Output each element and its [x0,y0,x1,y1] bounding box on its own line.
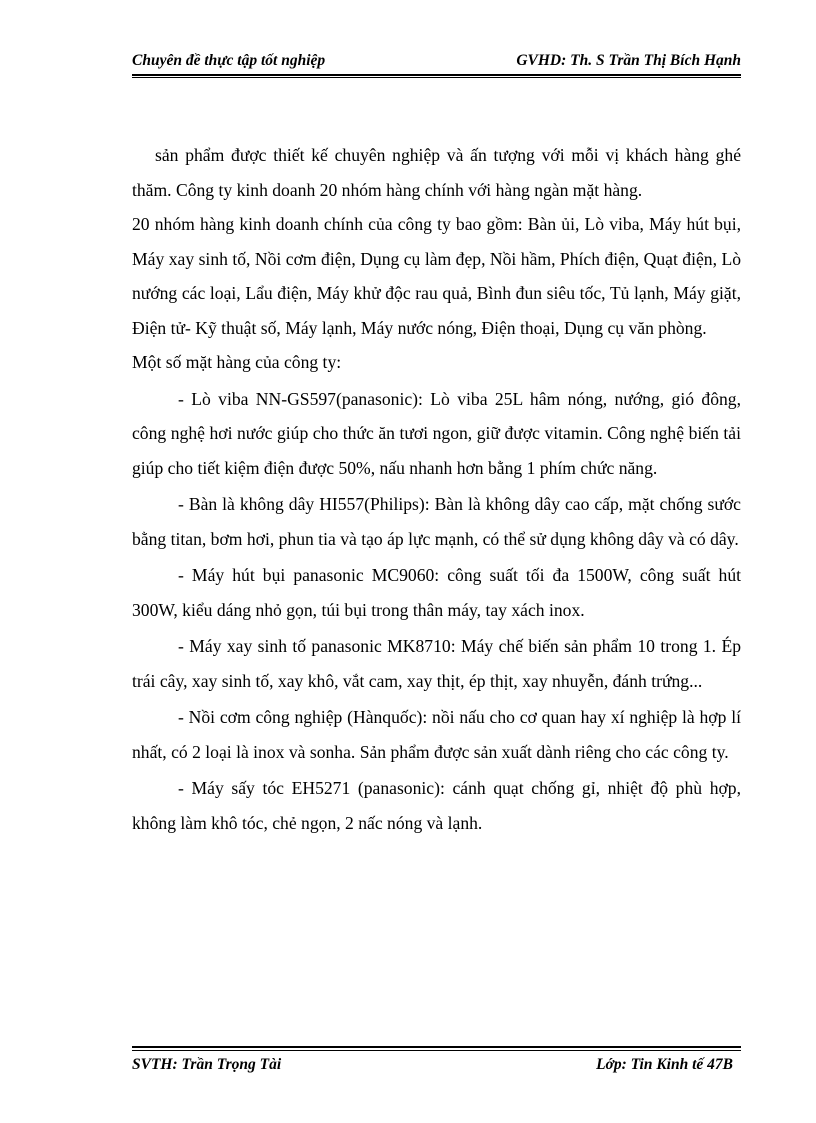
header-divider [132,77,741,78]
product-item-hair-dryer: - Máy sấy tóc EH5271 (panasonic): cánh quạt chống gỉ, nhiệt độ phù hợp, không làm khô tóc, chẻ ngọn, 2 nấc nóng và lạnh. [132,778,741,833]
product-item-microwave: - Lò viba NN-GS597(panasonic): Lò viba 25L hâm nóng, nướng, gió đông, công nghệ hơi nước giúp cho thức ăn tươi ngon, giữ được vitamin. Công nghệ biến tải giúp cho tiết kiệm điện được 50%, nấu nhanh hơn bằng 1 phím chức năng. [132,388,741,478]
product-item-blender: - Máy xay sinh tố panasonic MK8710: Máy chế biến sản phẩm 10 trong 1. Ép trái cây, xay sinh tố, xay khô, vắt cam, xay thịt, ép thịt, xay nhuyễn, đánh trứng... [132,636,741,691]
page-footer [132,1056,741,1078]
footer-divider-thin [132,1050,741,1051]
paragraph-product-groups: 20 nhóm hàng kinh doanh chính của công ty bao gồm: Bàn ủi, Lò viba, Máy hút bụi, Máy xay sinh tố, Nồi cơm điện, Dụng cụ làm đẹp, Nồi hầm, Phích điện, Quạt điện, Lò nướng các loại, Lẩu điện, Máy khử độc rau quả, Bình đun siêu tốc, Tủ lạnh, Máy giặt, Điện tử- Kỹ thuật số, Máy lạnh, Máy nước nóng, Điện thoại, Dụng cụ văn phòng. [132,214,741,338]
header-advisor: GVHD: Th. S Trần Thị Bích Hạnh [516,52,741,69]
header-title: Chuyên đề thực tập tốt nghiệp [132,52,326,69]
product-item-vacuum: - Máy hút bụi panasonic MC9060: công suất tối đa 1500W, công suất hút 300W, kiểu dáng nhỏ gọn, túi bụi trong thân máy, tay xách inox. [132,565,741,620]
page-header [132,52,741,76]
paragraph-intro: sản phẩm được thiết kế chuyên nghiệp và ấn tượng với mỗi vị khách hàng ghé thăm. Công ty kinh doanh 20 nhóm hàng chính với hàng ngàn mặt hàng. [132,145,741,200]
product-item-iron: - Bàn là không dây HI557(Philips): Bàn là không dây cao cấp, mặt chống sước bằng titan, bơm hơi, phun tia và tạo áp lực mạnh, có thể sử dụng không dây và có dây. [132,494,741,549]
footer-divider-thick [132,1046,741,1048]
paragraph-products-heading: Một số mặt hàng của công ty: [132,352,342,372]
footer-class: Lớp: Tin Kinh tế 47B [596,1056,733,1073]
product-item-rice-cooker: - Nồi cơm công nghiệp (Hànquốc): nồi nấu cho cơ quan hay xí nghiệp là hợp lí nhất, có 2 loại là inox và sonha. Sản phẩm được sản xuất dành riêng cho các công ty. [132,707,741,762]
document-body [132,138,741,840]
footer-student: SVTH: Trần Trọng Tài [132,1056,282,1073]
